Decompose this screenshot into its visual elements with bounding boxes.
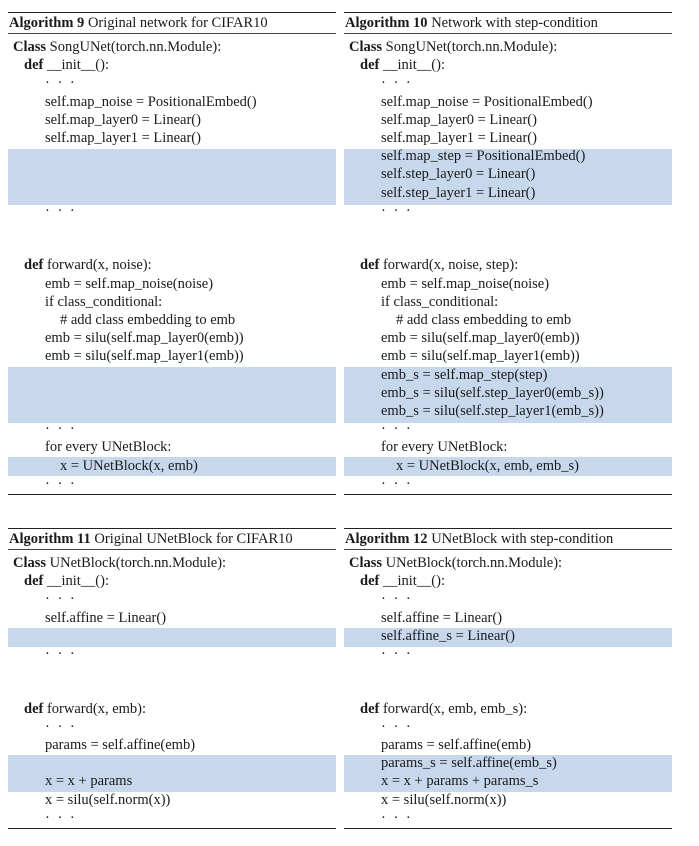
code-text: · · · xyxy=(45,475,77,492)
code-text: · · · xyxy=(45,718,77,735)
code-line xyxy=(45,129,201,147)
highlight-forward-block xyxy=(8,367,336,423)
keyword: Class xyxy=(13,39,47,55)
code-line xyxy=(381,402,604,420)
keyword: Class xyxy=(13,555,47,571)
code-text: · · · xyxy=(381,718,413,735)
code-text: emb_s = self.map_step(step) xyxy=(381,366,548,383)
code-text: · · · xyxy=(45,75,77,92)
ellipsis-line xyxy=(381,475,413,493)
code-text: · · · xyxy=(45,809,77,826)
code-text: · · · xyxy=(381,809,413,826)
code-line xyxy=(381,609,502,627)
ellipsis-line xyxy=(45,590,77,608)
algorithm-10-title xyxy=(344,12,672,34)
code-text: emb = silu(self.map_layer1(emb)) xyxy=(45,348,244,365)
code-line xyxy=(381,384,604,402)
code-text: # add class embedding to emb xyxy=(60,312,236,328)
algorithm-caption: Original UNetBlock for CIFAR10 xyxy=(90,531,293,547)
code-text: self.map_noise = PositionalEmbed() xyxy=(381,93,593,110)
code-line xyxy=(381,275,549,293)
algorithm-bottom-rule xyxy=(8,494,336,495)
keyword: def xyxy=(24,257,44,274)
ellipsis-line xyxy=(45,74,77,92)
code-line xyxy=(349,554,562,572)
algorithm-bottom-rule xyxy=(344,494,672,495)
ellipsis-line xyxy=(381,74,413,92)
code-text: · · · xyxy=(381,75,413,92)
algorithm-12 xyxy=(344,528,672,834)
ellipsis-line xyxy=(381,590,413,608)
ellipsis-line xyxy=(381,202,413,220)
ellipsis-line xyxy=(381,718,413,736)
code-text: for every UNetBlock: xyxy=(381,439,508,456)
algorithm-bottom-rule xyxy=(8,828,336,829)
code-line xyxy=(381,754,557,772)
code-line xyxy=(24,256,152,274)
ellipsis-line xyxy=(45,202,77,220)
algorithm-caption: Original network for CIFAR10 xyxy=(84,15,268,31)
code-text: emb = silu(self.map_layer1(emb)) xyxy=(381,348,580,365)
algorithm-11-title xyxy=(8,528,336,550)
code-text: self.map_layer0 = Linear() xyxy=(45,111,201,128)
code-text: __init__(): xyxy=(379,57,445,74)
code-text: forward(x, emb, emb_s): xyxy=(379,700,528,717)
keyword: def xyxy=(360,257,380,274)
ellipsis-line xyxy=(45,809,77,827)
code-text: x = UNetBlock(x, emb) xyxy=(60,457,198,474)
code-text: · · · xyxy=(381,646,413,662)
algorithm-bottom-rule xyxy=(344,828,672,829)
code-line xyxy=(381,129,537,147)
code-text: · · · xyxy=(45,591,77,608)
code-text: self.map_layer1 = Linear() xyxy=(45,130,201,146)
code-line xyxy=(45,275,213,293)
code-text: self.step_layer0 = Linear() xyxy=(381,166,536,183)
code-text: forward(x, noise, step): xyxy=(379,257,519,274)
code-text: x = silu(self.norm(x)) xyxy=(45,791,171,808)
code-line xyxy=(381,147,585,165)
code-text: emb = self.map_noise(noise) xyxy=(381,275,550,292)
code-text: · · · xyxy=(45,202,77,219)
code-text: · · · xyxy=(381,421,413,438)
code-text: · · · xyxy=(381,202,413,219)
code-line xyxy=(24,700,146,718)
code-text: # add class embedding to emb xyxy=(396,312,572,328)
code-line xyxy=(381,791,506,809)
algorithm-10 xyxy=(344,12,672,504)
code-line xyxy=(381,93,593,111)
code-line xyxy=(45,293,162,311)
code-line xyxy=(24,572,109,590)
algorithm-number: Algorithm 12 xyxy=(345,531,428,547)
code-line xyxy=(45,329,244,347)
code-text: __init__(): xyxy=(43,57,109,74)
code-line xyxy=(381,627,515,645)
ellipsis-line xyxy=(45,420,77,438)
code-line xyxy=(13,38,221,56)
code-text: x = x + params xyxy=(45,773,133,790)
code-text: self.step_layer1 = Linear() xyxy=(381,184,536,201)
code-text: · · · xyxy=(381,475,413,492)
code-text: forward(x, emb): xyxy=(43,700,147,717)
keyword: Class xyxy=(349,39,383,55)
code-text: x = silu(self.norm(x)) xyxy=(381,791,507,808)
code-text: · · · xyxy=(381,591,413,608)
ellipsis-line xyxy=(45,718,77,736)
code-line xyxy=(381,329,580,347)
code-line xyxy=(349,38,557,56)
code-line xyxy=(381,293,498,311)
keyword: def xyxy=(24,700,44,717)
algorithm-caption: Network with step-condition xyxy=(427,15,598,31)
code-text: if class_conditional: xyxy=(45,293,163,310)
code-text: · · · xyxy=(45,421,77,438)
ellipsis-line xyxy=(381,809,413,827)
code-text: emb = silu(self.map_layer0(emb)) xyxy=(45,330,244,347)
code-line xyxy=(381,438,507,456)
code-text: params = self.affine(emb) xyxy=(381,737,532,753)
code-line xyxy=(45,772,132,790)
keyword: def xyxy=(24,57,44,74)
code-text: emb_s = silu(self.step_layer0(emb_s)) xyxy=(381,384,604,401)
code-line xyxy=(45,438,171,456)
code-line xyxy=(381,111,537,129)
ellipsis-line xyxy=(381,645,413,663)
code-text: self.map_layer0 = Linear() xyxy=(381,111,537,128)
code-text: x = UNetBlock(x, emb, emb_s) xyxy=(396,457,579,474)
code-line xyxy=(381,772,538,790)
code-text: emb = silu(self.map_layer0(emb)) xyxy=(381,330,580,347)
code-line xyxy=(360,256,518,274)
code-text: self.affine = Linear() xyxy=(45,609,167,626)
code-text: emb_s = silu(self.step_layer1(emb_s)) xyxy=(381,403,604,419)
algorithm-number: Algorithm 9 xyxy=(9,15,85,31)
algorithm-number: Algorithm 10 xyxy=(345,15,428,31)
code-line xyxy=(45,736,195,754)
code-text: forward(x, noise): xyxy=(43,257,152,274)
keyword: def xyxy=(24,573,44,590)
code-line xyxy=(381,184,535,202)
code-text: self.map_layer1 = Linear() xyxy=(381,130,537,146)
code-text: SongUNet(torch.nn.Module): xyxy=(382,39,558,55)
code-text: x = x + params + params_s xyxy=(381,773,539,790)
ellipsis-line xyxy=(45,475,77,493)
algorithm-9 xyxy=(8,12,336,504)
code-text: self.map_step = PositionalEmbed() xyxy=(381,148,586,165)
code-text: __init__(): xyxy=(43,573,109,590)
code-line xyxy=(45,791,170,809)
code-line xyxy=(45,93,257,111)
code-text: UNetBlock(torch.nn.Module): xyxy=(382,555,563,571)
code-line xyxy=(45,347,244,365)
code-text: self.map_noise = PositionalEmbed() xyxy=(45,93,257,110)
code-line xyxy=(381,736,531,754)
code-line xyxy=(60,457,198,475)
algorithm-11 xyxy=(8,528,336,834)
keyword: def xyxy=(360,57,380,74)
code-text: self.affine_s = Linear() xyxy=(381,627,515,644)
code-text: params = self.affine(emb) xyxy=(45,737,196,753)
keyword: Class xyxy=(349,555,383,571)
code-line xyxy=(13,554,226,572)
algorithm-caption: UNetBlock with step-condition xyxy=(427,531,614,547)
algorithm-9-title xyxy=(8,12,336,34)
code-line xyxy=(381,347,580,365)
code-text: emb = self.map_noise(noise) xyxy=(45,275,214,292)
code-line xyxy=(45,609,166,627)
code-line xyxy=(360,572,445,590)
code-text: SongUNet(torch.nn.Module): xyxy=(46,39,222,55)
code-text: params_s = self.affine(emb_s) xyxy=(381,755,557,772)
code-line xyxy=(396,311,571,329)
code-line xyxy=(396,457,579,475)
code-text: self.affine = Linear() xyxy=(381,609,503,626)
code-line xyxy=(60,311,235,329)
code-line xyxy=(360,56,445,74)
code-text: · · · xyxy=(45,646,77,662)
keyword: def xyxy=(360,700,380,717)
code-line xyxy=(24,56,109,74)
code-text: UNetBlock(torch.nn.Module): xyxy=(46,555,227,571)
keyword: def xyxy=(360,573,380,590)
code-line xyxy=(360,700,527,718)
ellipsis-line xyxy=(381,420,413,438)
code-line xyxy=(381,366,547,384)
code-line xyxy=(45,111,201,129)
code-text: if class_conditional: xyxy=(381,293,499,310)
algorithm-number: Algorithm 11 xyxy=(9,531,91,547)
algorithm-12-title xyxy=(344,528,672,550)
highlight-init-block xyxy=(8,149,336,205)
code-text: __init__(): xyxy=(379,573,445,590)
code-line xyxy=(381,165,535,183)
code-text: for every UNetBlock: xyxy=(45,439,172,456)
ellipsis-line xyxy=(45,645,77,663)
